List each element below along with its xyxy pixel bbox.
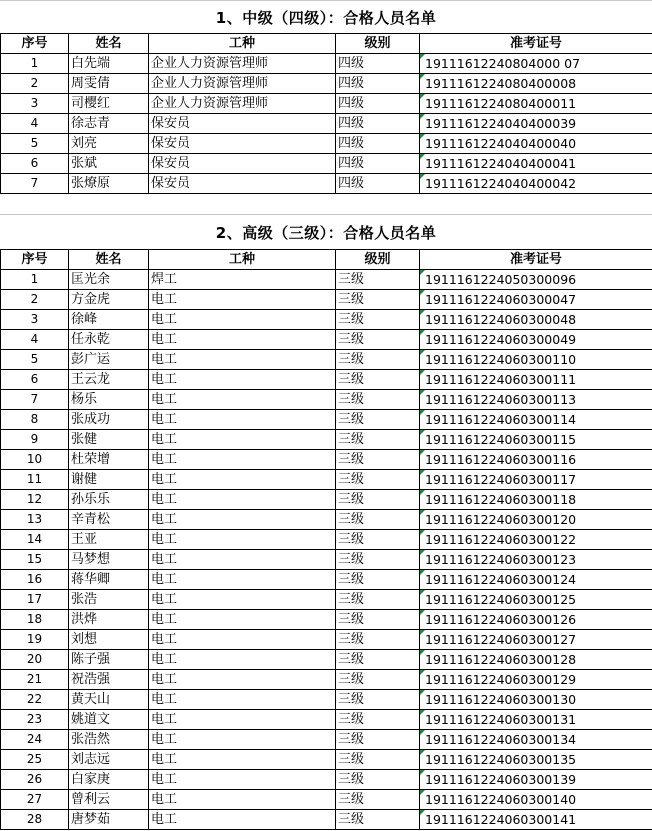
job-cell[interactable]: 电工 xyxy=(149,750,336,770)
table-row xyxy=(1,290,652,310)
exam-id-cell[interactable] xyxy=(420,54,652,74)
row-number-cell[interactable]: 26 xyxy=(1,770,69,790)
level-cell[interactable]: 四级 xyxy=(336,74,420,94)
number-as-text-flag-icon xyxy=(420,650,425,655)
exam-id-text: 1911161224060300128 xyxy=(425,652,577,667)
row-number-cell[interactable]: 14 xyxy=(1,530,69,550)
number-as-text-flag-icon xyxy=(420,134,425,139)
table-row xyxy=(1,74,652,94)
row-number-cell[interactable]: 1 xyxy=(1,54,69,74)
row-number-cell[interactable]: 6 xyxy=(1,154,69,174)
job-cell[interactable]: 电工 xyxy=(149,670,336,690)
name-cell[interactable]: 孙乐乐 xyxy=(69,490,149,510)
table-row xyxy=(1,770,652,790)
exam-id-cell[interactable] xyxy=(420,270,652,290)
table-row xyxy=(1,390,652,410)
exam-id-cell[interactable] xyxy=(420,750,652,770)
number-as-text-flag-icon xyxy=(420,154,425,159)
job-cell[interactable]: 保安员 xyxy=(149,174,336,194)
number-as-text-flag-icon xyxy=(420,690,425,695)
header-level[interactable]: 级别 xyxy=(336,34,420,54)
row-number-cell[interactable]: 1 xyxy=(1,270,69,290)
number-as-text-flag-icon xyxy=(420,270,425,275)
number-as-text-flag-icon xyxy=(420,630,425,635)
exam-id-text: 1911161224060300129 xyxy=(425,672,577,687)
table-row xyxy=(1,650,652,670)
row-number-cell[interactable]: 25 xyxy=(1,750,69,770)
table-row xyxy=(1,310,652,330)
job-cell[interactable]: 企业人力资源管理师 xyxy=(149,54,336,74)
header-level[interactable]: 级别 xyxy=(336,250,420,270)
level-cell[interactable]: 三级 xyxy=(336,670,420,690)
exam-id-cell[interactable] xyxy=(420,490,652,510)
number-as-text-flag-icon xyxy=(420,290,425,295)
exam-id-text: 1911161224060300047 xyxy=(425,292,577,307)
level-cell[interactable]: 三级 xyxy=(336,530,420,550)
exam-id-text: 1911161224080400011 xyxy=(425,96,577,111)
level-cell[interactable]: 三级 xyxy=(336,410,420,430)
job-cell[interactable]: 电工 xyxy=(149,470,336,490)
name-cell[interactable]: 蒋华卿 xyxy=(69,570,149,590)
level-cell[interactable]: 三级 xyxy=(336,570,420,590)
exam-id-text: 1911161224060300126 xyxy=(425,612,577,627)
name-cell[interactable]: 刘想 xyxy=(69,630,149,650)
table-row xyxy=(1,350,652,370)
job-cell[interactable]: 电工 xyxy=(149,690,336,710)
table-row xyxy=(1,174,652,194)
exam-id-cell[interactable] xyxy=(420,350,652,370)
name-cell[interactable]: 刘亮 xyxy=(69,134,149,154)
number-as-text-flag-icon xyxy=(420,590,425,595)
name-cell[interactable]: 王亚 xyxy=(69,530,149,550)
job-cell[interactable]: 电工 xyxy=(149,650,336,670)
exam-id-cell[interactable] xyxy=(420,134,652,154)
exam-id-cell[interactable] xyxy=(420,710,652,730)
level-cell[interactable]: 三级 xyxy=(336,750,420,770)
job-cell[interactable]: 保安员 xyxy=(149,114,336,134)
exam-id-text: 1911161224060300120 xyxy=(425,512,577,527)
row-number-cell[interactable]: 24 xyxy=(1,730,69,750)
name-cell[interactable]: 司樱红 xyxy=(69,94,149,114)
exam-id-text: 19111612240804000 07 xyxy=(425,56,581,71)
exam-id-cell[interactable] xyxy=(420,430,652,450)
row-number-cell[interactable]: 17 xyxy=(1,590,69,610)
row-number-cell[interactable]: 28 xyxy=(1,810,69,830)
job-cell[interactable]: 焊工 xyxy=(149,270,336,290)
section2-rows xyxy=(1,270,652,830)
name-cell[interactable]: 徐峰 xyxy=(69,310,149,330)
row-number-cell[interactable]: 2 xyxy=(1,74,69,94)
exam-id-text: 1911161224060300114 xyxy=(425,412,577,427)
number-as-text-flag-icon xyxy=(420,670,425,675)
exam-id-cell[interactable] xyxy=(420,570,652,590)
job-cell[interactable]: 电工 xyxy=(149,370,336,390)
number-as-text-flag-icon xyxy=(420,174,425,179)
name-cell[interactable]: 张健 xyxy=(69,430,149,450)
exam-id-cell[interactable] xyxy=(420,410,652,430)
level-cell[interactable]: 三级 xyxy=(336,610,420,630)
level-cell[interactable]: 三级 xyxy=(336,270,420,290)
exam-id-cell[interactable] xyxy=(420,390,652,410)
section2-header-row xyxy=(1,250,652,270)
row-number-cell[interactable]: 20 xyxy=(1,650,69,670)
job-cell[interactable]: 电工 xyxy=(149,610,336,630)
row-number-cell[interactable]: 18 xyxy=(1,610,69,630)
table-row xyxy=(1,330,652,350)
exam-id-text: 1911161224060300111 xyxy=(425,372,577,387)
number-as-text-flag-icon xyxy=(420,310,425,315)
exam-id-text: 1911161224060300115 xyxy=(425,432,577,447)
exam-id-cell[interactable] xyxy=(420,810,652,830)
row-number-cell[interactable]: 5 xyxy=(1,134,69,154)
number-as-text-flag-icon xyxy=(420,430,425,435)
name-cell[interactable]: 唐梦茹 xyxy=(69,810,149,830)
number-as-text-flag-icon xyxy=(420,770,425,775)
exam-id-cell[interactable] xyxy=(420,114,652,134)
exam-id-text: 1911161224040400041 xyxy=(425,156,577,171)
job-cell[interactable]: 电工 xyxy=(149,630,336,650)
section1-title: 1、中级（四级）：合格人员名单 xyxy=(215,9,437,27)
exam-id-text: 1911161224060300118 xyxy=(425,492,577,507)
level-cell[interactable]: 三级 xyxy=(336,630,420,650)
name-cell[interactable]: 辛青松 xyxy=(69,510,149,530)
exam-id-cell[interactable] xyxy=(420,510,652,530)
job-cell[interactable]: 电工 xyxy=(149,310,336,330)
exam-id-cell[interactable] xyxy=(420,690,652,710)
level-cell[interactable]: 三级 xyxy=(336,330,420,350)
name-cell[interactable]: 杜荣增 xyxy=(69,450,149,470)
row-number-cell[interactable]: 2 xyxy=(1,290,69,310)
exam-id-text: 1911161224060300123 xyxy=(425,552,577,567)
row-number-cell[interactable]: 21 xyxy=(1,670,69,690)
row-number-cell[interactable]: 11 xyxy=(1,470,69,490)
name-cell[interactable]: 徐志青 xyxy=(69,114,149,134)
exam-id-cell[interactable] xyxy=(420,290,652,310)
section1-header-row xyxy=(1,34,652,54)
level-cell[interactable]: 三级 xyxy=(336,730,420,750)
number-as-text-flag-icon xyxy=(420,94,425,99)
exam-id-cell[interactable] xyxy=(420,610,652,630)
level-cell[interactable]: 四级 xyxy=(336,154,420,174)
level-cell[interactable]: 三级 xyxy=(336,790,420,810)
level-cell[interactable]: 三级 xyxy=(336,490,420,510)
job-cell[interactable]: 电工 xyxy=(149,490,336,510)
exam-id-cell[interactable] xyxy=(420,530,652,550)
number-as-text-flag-icon xyxy=(420,450,425,455)
job-cell[interactable]: 电工 xyxy=(149,590,336,610)
exam-id-text: 1911161224060300134 xyxy=(425,732,577,747)
job-cell[interactable]: 电工 xyxy=(149,430,336,450)
header-name[interactable]: 姓名 xyxy=(69,250,149,270)
header-id[interactable]: 准考证号 xyxy=(420,250,652,270)
table-row xyxy=(1,590,652,610)
exam-id-text: 1911161224060300117 xyxy=(425,472,577,487)
exam-id-cell[interactable] xyxy=(420,74,652,94)
name-cell[interactable]: 马梦想 xyxy=(69,550,149,570)
table-row xyxy=(1,94,652,114)
exam-id-text: 1911161224060300048 xyxy=(425,312,577,327)
row-number-cell[interactable]: 8 xyxy=(1,410,69,430)
exam-id-cell[interactable] xyxy=(420,174,652,194)
name-cell[interactable]: 王云龙 xyxy=(69,370,149,390)
table-row xyxy=(1,490,652,510)
table-row xyxy=(1,114,652,134)
row-number-cell[interactable]: 16 xyxy=(1,570,69,590)
number-as-text-flag-icon xyxy=(420,74,425,79)
exam-id-text: 1911161224040400039 xyxy=(425,116,577,131)
number-as-text-flag-icon xyxy=(420,490,425,495)
exam-id-text: 1911161224060300125 xyxy=(425,592,577,607)
level-cell[interactable]: 四级 xyxy=(336,134,420,154)
exam-id-cell[interactable] xyxy=(420,94,652,114)
table-row xyxy=(1,550,652,570)
table-row xyxy=(1,430,652,450)
table-row xyxy=(1,610,652,630)
job-cell[interactable]: 企业人力资源管理师 xyxy=(149,74,336,94)
exam-id-cell[interactable] xyxy=(420,450,652,470)
row-number-cell[interactable]: 7 xyxy=(1,174,69,194)
exam-id-text: 1911161224040400040 xyxy=(425,136,577,151)
name-cell[interactable]: 陈子强 xyxy=(69,650,149,670)
name-cell[interactable]: 张浩 xyxy=(69,590,149,610)
header-no[interactable]: 序号 xyxy=(1,34,69,54)
table-row xyxy=(1,470,652,490)
row-number-cell[interactable]: 3 xyxy=(1,94,69,114)
exam-id-text: 1911161224040400042 xyxy=(425,176,577,191)
job-cell[interactable]: 企业人力资源管理师 xyxy=(149,94,336,114)
section1-table xyxy=(0,33,652,194)
job-cell[interactable]: 电工 xyxy=(149,350,336,370)
exam-id-text: 1911161224050300096 xyxy=(425,272,577,287)
table-row xyxy=(1,690,652,710)
number-as-text-flag-icon xyxy=(420,54,425,59)
section2-table xyxy=(0,249,652,830)
exam-id-cell[interactable] xyxy=(420,770,652,790)
section2-title: 2、高级（三级）：合格人员名单 xyxy=(215,224,437,242)
row-number-cell[interactable]: 19 xyxy=(1,630,69,650)
level-cell[interactable]: 三级 xyxy=(336,370,420,390)
row-number-cell[interactable]: 15 xyxy=(1,550,69,570)
level-cell[interactable]: 三级 xyxy=(336,510,420,530)
table-row xyxy=(1,510,652,530)
exam-id-cell[interactable] xyxy=(420,630,652,650)
level-cell[interactable]: 三级 xyxy=(336,390,420,410)
level-cell[interactable]: 三级 xyxy=(336,770,420,790)
exam-id-cell[interactable] xyxy=(420,670,652,690)
job-cell[interactable]: 电工 xyxy=(149,710,336,730)
level-cell[interactable]: 三级 xyxy=(336,710,420,730)
row-number-cell[interactable]: 9 xyxy=(1,430,69,450)
job-cell[interactable]: 电工 xyxy=(149,410,336,430)
row-number-cell[interactable]: 10 xyxy=(1,450,69,470)
name-cell[interactable]: 任永乾 xyxy=(69,330,149,350)
job-cell[interactable]: 保安员 xyxy=(149,154,336,174)
table-row xyxy=(1,790,652,810)
table-row xyxy=(1,730,652,750)
job-cell[interactable]: 电工 xyxy=(149,390,336,410)
exam-id-text: 1911161224060300049 xyxy=(425,332,577,347)
number-as-text-flag-icon xyxy=(420,790,425,795)
name-cell[interactable]: 周雯倩 xyxy=(69,74,149,94)
table-row xyxy=(1,810,652,830)
row-number-cell[interactable]: 6 xyxy=(1,370,69,390)
job-cell[interactable]: 电工 xyxy=(149,330,336,350)
name-cell[interactable]: 白家庚 xyxy=(69,770,149,790)
number-as-text-flag-icon xyxy=(420,410,425,415)
exam-id-text: 1911161224060300116 xyxy=(425,452,577,467)
number-as-text-flag-icon xyxy=(420,470,425,475)
row-number-cell[interactable]: 13 xyxy=(1,510,69,530)
table-row xyxy=(1,710,652,730)
exam-id-cell[interactable] xyxy=(420,550,652,570)
exam-id-text: 1911161224060300140 xyxy=(425,792,577,807)
level-cell[interactable]: 三级 xyxy=(336,450,420,470)
name-cell[interactable]: 杨乐 xyxy=(69,390,149,410)
header-name[interactable]: 姓名 xyxy=(69,34,149,54)
job-cell[interactable]: 保安员 xyxy=(149,134,336,154)
exam-id-text: 1911161224060300139 xyxy=(425,772,577,787)
header-no[interactable]: 序号 xyxy=(1,250,69,270)
blank-row xyxy=(0,194,652,215)
exam-id-cell[interactable] xyxy=(420,470,652,490)
table-row xyxy=(1,750,652,770)
table-row xyxy=(1,154,652,174)
name-cell[interactable]: 彭广运 xyxy=(69,350,149,370)
name-cell[interactable]: 张燎原 xyxy=(69,174,149,194)
number-as-text-flag-icon xyxy=(420,550,425,555)
number-as-text-flag-icon xyxy=(420,570,425,575)
exam-id-text: 1911161224060300113 xyxy=(425,392,577,407)
name-cell[interactable]: 黄天山 xyxy=(69,690,149,710)
level-cell[interactable]: 三级 xyxy=(336,430,420,450)
table-row xyxy=(1,450,652,470)
number-as-text-flag-icon xyxy=(420,810,425,815)
row-number-cell[interactable]: 12 xyxy=(1,490,69,510)
name-cell[interactable]: 张成功 xyxy=(69,410,149,430)
exam-id-cell[interactable] xyxy=(420,330,652,350)
level-cell[interactable]: 三级 xyxy=(336,650,420,670)
number-as-text-flag-icon xyxy=(420,370,425,375)
name-cell[interactable]: 白先端 xyxy=(69,54,149,74)
exam-id-cell[interactable] xyxy=(420,790,652,810)
name-cell[interactable]: 张浩然 xyxy=(69,730,149,750)
number-as-text-flag-icon xyxy=(420,710,425,715)
job-cell[interactable]: 电工 xyxy=(149,450,336,470)
job-cell[interactable]: 电工 xyxy=(149,730,336,750)
exam-id-text: 1911161224060300122 xyxy=(425,532,577,547)
exam-id-text: 1911161224060300124 xyxy=(425,572,577,587)
table-row xyxy=(1,370,652,390)
level-cell[interactable]: 四级 xyxy=(336,54,420,74)
name-cell[interactable]: 曾利云 xyxy=(69,790,149,810)
number-as-text-flag-icon xyxy=(420,510,425,515)
job-cell[interactable]: 电工 xyxy=(149,510,336,530)
exam-id-cell[interactable] xyxy=(420,650,652,670)
table-row xyxy=(1,530,652,550)
level-cell[interactable]: 三级 xyxy=(336,310,420,330)
row-number-cell[interactable]: 23 xyxy=(1,710,69,730)
exam-id-cell[interactable] xyxy=(420,590,652,610)
table-row xyxy=(1,270,652,290)
exam-id-text: 1911161224060300110 xyxy=(425,352,577,367)
level-cell[interactable]: 三级 xyxy=(336,290,420,310)
name-cell[interactable]: 张斌 xyxy=(69,154,149,174)
name-cell[interactable]: 姚道文 xyxy=(69,710,149,730)
level-cell[interactable]: 三级 xyxy=(336,550,420,570)
row-number-cell[interactable]: 3 xyxy=(1,310,69,330)
job-cell[interactable]: 电工 xyxy=(149,530,336,550)
level-cell[interactable]: 四级 xyxy=(336,114,420,134)
level-cell[interactable]: 四级 xyxy=(336,94,420,114)
job-cell[interactable]: 电工 xyxy=(149,790,336,810)
row-number-cell[interactable]: 4 xyxy=(1,114,69,134)
exam-id-text: 1911161224060300130 xyxy=(425,692,577,707)
row-number-cell[interactable]: 7 xyxy=(1,390,69,410)
table-row xyxy=(1,670,652,690)
level-cell[interactable]: 三级 xyxy=(336,350,420,370)
number-as-text-flag-icon xyxy=(420,390,425,395)
row-number-cell[interactable]: 5 xyxy=(1,350,69,370)
exam-id-text: 1911161224060300127 xyxy=(425,632,577,647)
job-cell[interactable]: 电工 xyxy=(149,570,336,590)
name-cell[interactable]: 祝浩强 xyxy=(69,670,149,690)
header-job[interactable]: 工种 xyxy=(149,34,336,54)
level-cell[interactable]: 三级 xyxy=(336,590,420,610)
table-row xyxy=(1,570,652,590)
number-as-text-flag-icon xyxy=(420,730,425,735)
exam-id-cell[interactable] xyxy=(420,730,652,750)
job-cell[interactable]: 电工 xyxy=(149,550,336,570)
level-cell[interactable]: 三级 xyxy=(336,470,420,490)
number-as-text-flag-icon xyxy=(420,530,425,535)
table-row xyxy=(1,54,652,74)
level-cell[interactable]: 三级 xyxy=(336,690,420,710)
name-cell[interactable]: 刘志远 xyxy=(69,750,149,770)
name-cell[interactable]: 方金虎 xyxy=(69,290,149,310)
section1-rows xyxy=(1,54,652,194)
exam-id-text: 1911161224060300141 xyxy=(425,812,577,827)
exam-id-cell[interactable] xyxy=(420,310,652,330)
job-cell[interactable]: 电工 xyxy=(149,770,336,790)
name-cell[interactable]: 洪烨 xyxy=(69,610,149,630)
job-cell[interactable]: 电工 xyxy=(149,810,336,830)
number-as-text-flag-icon xyxy=(420,350,425,355)
name-cell[interactable]: 谢健 xyxy=(69,470,149,490)
exam-id-text: 1911161224080400008 xyxy=(425,76,577,91)
row-number-cell[interactable]: 4 xyxy=(1,330,69,350)
exam-id-cell[interactable] xyxy=(420,154,652,174)
table-row xyxy=(1,630,652,650)
number-as-text-flag-icon xyxy=(420,114,425,119)
table-row xyxy=(1,410,652,430)
table-row xyxy=(1,134,652,154)
row-number-cell[interactable]: 27 xyxy=(1,790,69,810)
name-cell[interactable]: 匡光余 xyxy=(69,270,149,290)
exam-id-cell[interactable] xyxy=(420,370,652,390)
exam-id-text: 1911161224060300135 xyxy=(425,752,577,767)
header-job[interactable]: 工种 xyxy=(149,250,336,270)
number-as-text-flag-icon xyxy=(420,750,425,755)
header-id[interactable]: 准考证号 xyxy=(420,34,652,54)
row-number-cell[interactable]: 22 xyxy=(1,690,69,710)
level-cell[interactable]: 四级 xyxy=(336,174,420,194)
number-as-text-flag-icon xyxy=(420,330,425,335)
exam-id-text: 1911161224060300131 xyxy=(425,712,577,727)
level-cell[interactable]: 三级 xyxy=(336,810,420,830)
number-as-text-flag-icon xyxy=(420,610,425,615)
job-cell[interactable]: 电工 xyxy=(149,290,336,310)
